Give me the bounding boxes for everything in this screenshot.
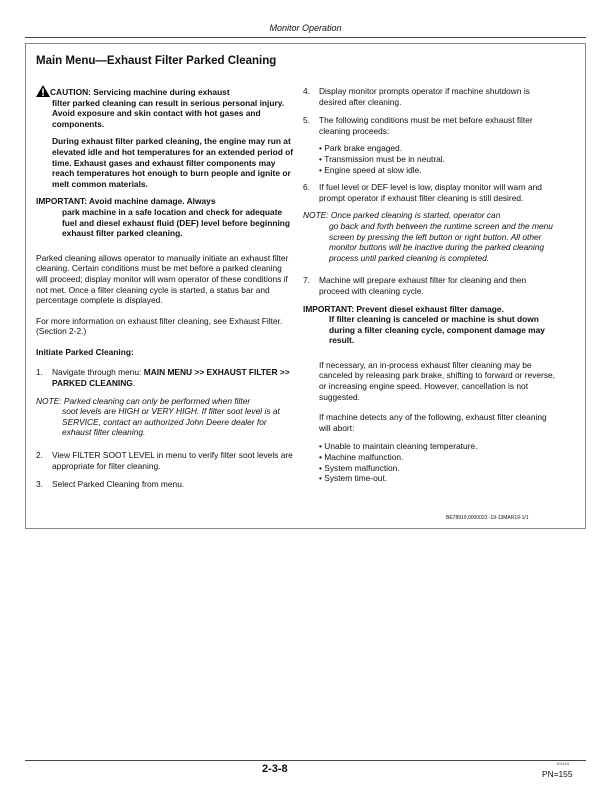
step-number: 2. — [36, 450, 43, 461]
cancel-paragraph: If necessary, an in-process exhaust filter cleaning may be canceled by releasing park brake, shifting to forward or reverse, or increasing engine speed. However, cancellation is not suggested. — [319, 359, 556, 402]
list-item: • System time-out. — [319, 473, 557, 484]
step-1 — [36, 367, 294, 388]
step-number: 3. — [36, 479, 43, 490]
menu-path: MAIN MENU >> EXHAUST FILTER >> PARKED CLEANING — [52, 367, 290, 389]
step-3 — [36, 479, 294, 490]
page-number: 2-3-8 — [262, 763, 288, 775]
step-7-text: Machine will prepare exhaust filter for cleaning and then proceed with cleaning cycle. — [319, 275, 527, 296]
step-number: 5. — [303, 115, 310, 126]
right-column — [303, 86, 557, 484]
note-text: go back and forth between the runtime screen and the menu screen by pressing the left button or right button. All other monitor buttons will be inactive during the parked cleaning process until parked cleaning is completed. — [329, 220, 553, 263]
intro-paragraph: Parked cleaning allows operator to manually initiate an exhaust filter cleaning. Certain conditions must be met before a parked cleaning will proceed; display monitor will warn operator of these conditions if not met. Once a filter cleaning cycle is started, a status bar and percentage complete is displayed. — [36, 252, 289, 306]
step-4 — [303, 86, 557, 107]
step-4-text: Display monitor prompts operator if machine shutdown is desired after cleaning. — [319, 86, 530, 107]
abort-list — [303, 441, 557, 483]
list-item: • Park brake engaged. — [319, 143, 557, 154]
list-item: • Machine malfunction. — [319, 452, 557, 463]
caution-paragraph: During exhaust filter parked cleaning, the engine may run at elevated idle and hot temperatures for an extended period of time. Exhaust gases and exhaust filter components may reach temperatures hot enough to burn people and ignite or melt common materials. — [52, 136, 294, 189]
subheading: Initiate Parked Cleaning: — [36, 346, 134, 357]
step-1-text: Navigate through menu: — [52, 367, 144, 378]
step-5 — [303, 115, 557, 136]
pn-number: PN=155 — [542, 769, 573, 779]
step-1-end: . — [132, 378, 136, 389]
step-number: 7. — [303, 275, 310, 286]
header-title: Monitor Operation — [269, 23, 342, 33]
footer-rule — [25, 760, 586, 761]
step-7 — [303, 275, 557, 296]
step-number: 6. — [303, 182, 310, 193]
section-title: Main Menu—Exhaust Filter Parked Cleaning — [36, 55, 277, 67]
conditions-list — [303, 143, 557, 175]
reference-paragraph: For more information on exhaust filter cleaning, see Exhaust Filter. (Section 2-2.) — [36, 315, 283, 337]
step-2-text: View FILTER SOOT LEVEL in menu to verify filter soot levels are appropriate for filter cleaning. — [52, 450, 293, 471]
note-line1: NOTE: Once parked cleaning is started, operator can — [303, 210, 501, 221]
important-line1: IMPORTANT: Prevent diesel exhaust filter damage. — [303, 303, 504, 314]
list-item: • Unable to maintain cleaning temperature. — [319, 441, 557, 452]
step-6-text: If fuel level or DEF level is low, display monitor will warn and prompt operator if exhaust filter cleaning is still desired. — [319, 182, 542, 203]
caution-block — [36, 85, 294, 98]
step-5-text: The following conditions must be met before exhaust filter cleaning proceeds: — [319, 115, 533, 136]
step-number: 1. — [36, 367, 43, 378]
caution-line1: CAUTION: Servicing machine during exhaust — [50, 87, 230, 97]
footer-code: 101124 — [556, 761, 570, 766]
important-text: park machine in a safe location and check for adequate fuel and diesel exhaust fluid (DEF) level before beginning exhaust filter parked cleaning. — [62, 206, 291, 239]
important-line1: IMPORTANT: Avoid machine damage. Always — [36, 196, 216, 207]
list-item: • Engine speed at slow idle. — [319, 165, 557, 176]
abort-paragraph: If machine detects any of the following, exhaust filter cleaning will abort: — [319, 412, 547, 433]
caution-text: filter parked cleaning can result in serious personal injury. Avoid exposure and skin contact with hot gases and components. — [52, 97, 285, 129]
header-rule — [25, 37, 586, 38]
note-line1: NOTE: Parked cleaning can only be performed when filter — [36, 395, 251, 406]
warning-icon — [36, 85, 50, 97]
step-3-text: Select Parked Cleaning from menu. — [52, 479, 185, 490]
list-item: • Transmission must be in neutral. — [319, 154, 557, 165]
step-number: 4. — [303, 86, 310, 96]
important-text: If filter cleaning is canceled or machine is shut down during a filter cleaning cycle, component damage may result. — [329, 314, 545, 346]
list-item: • System malfunction. — [319, 463, 557, 474]
document-id: BE78919,0000023 -19-13MAR19-1/1 — [446, 515, 529, 521]
note-text: soot levels are HIGH or VERY HIGH. If filter soot level is at SERVICE, contact an authorized John Deere dealer for exhaust filter cleaning. — [62, 406, 280, 438]
left-column — [36, 85, 294, 490]
step-6 — [303, 182, 557, 203]
step-2 — [36, 450, 294, 471]
